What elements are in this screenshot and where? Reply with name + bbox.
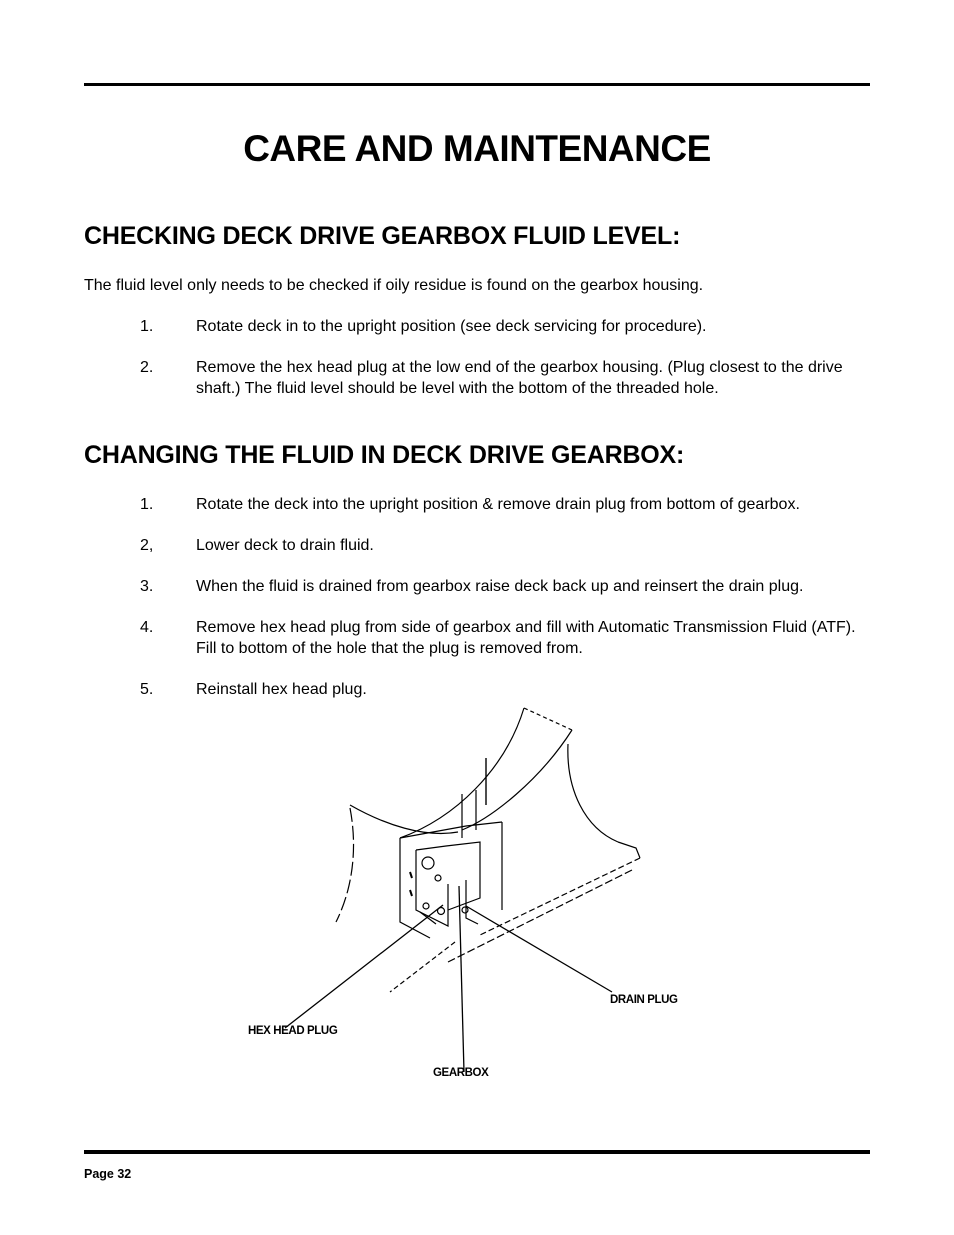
section-heading-checking-fluid: CHECKING DECK DRIVE GEARBOX FLUID LEVEL: — [84, 222, 681, 250]
gearbox-figure — [240, 700, 720, 1095]
step-number: 2. — [140, 359, 154, 376]
callout-drain-plug: DRAIN PLUG — [610, 994, 678, 1006]
step-text: Rotate deck in to the upright position (see deck servicing for procedure). — [196, 318, 707, 335]
step-number: 3. — [140, 578, 154, 595]
step-text: When the fluid is drained from gearbox raise deck back up and reinsert the drain plug. — [196, 578, 804, 595]
step-number: 2, — [140, 537, 154, 554]
callout-gearbox: GEARBOX — [433, 1067, 489, 1079]
section-heading-changing-fluid: CHANGING THE FLUID IN DECK DRIVE GEARBOX: — [84, 441, 685, 469]
step-number: 1. — [140, 496, 154, 513]
step-text: Rotate the deck into the upright position & remove drain plug from bottom of gearbox. — [196, 496, 800, 513]
step-text: Remove hex head plug from side of gearbox and fill with Automatic Transmission Fluid (ATF). Fill to bottom of the hole that the plug is removed from. — [196, 619, 856, 657]
top-rule — [84, 83, 870, 86]
step-number: 1. — [140, 318, 154, 335]
step-number: 4. — [140, 619, 154, 636]
bottom-rule — [84, 1150, 870, 1154]
step-text: Remove the hex head plug at the low end of the gearbox housing. (Plug closest to the drive shaft.) The fluid level should be level with the bottom of the threaded hole. — [196, 359, 843, 397]
step-text: Lower deck to drain fluid. — [196, 537, 374, 554]
page-number: Page 32 — [84, 1167, 132, 1181]
page-title: CARE AND MAINTENANCE — [243, 128, 711, 169]
step-text: Reinstall hex head plug. — [196, 681, 367, 698]
section-intro: The fluid level only needs to be checked if oily residue is found on the gearbox housing. — [84, 277, 704, 294]
callout-hex-head-plug: HEX HEAD PLUG — [248, 1025, 338, 1037]
step-number: 5. — [140, 681, 154, 698]
